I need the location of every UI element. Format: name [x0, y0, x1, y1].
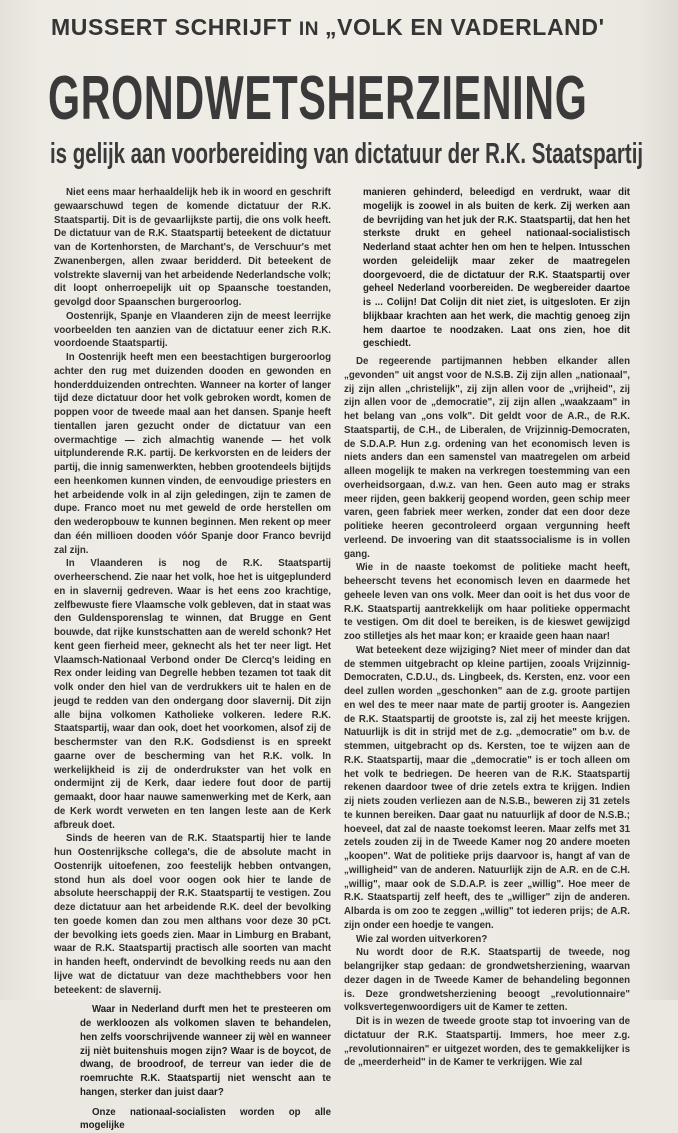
- right-column: [344, 186, 630, 1070]
- paragraph: Nu wordt door de R.K. Staatspartij de tweede, nog belangrijker stap gedaan: de grondwetsherziening, waarvan dezer dagen in de Tweede Kamer de behandeling begonnen is. Deze grondwetsherziening beoogt „revolutionnaire" volksvertegenwoordigers uit de Kamer te zetten.: [344, 946, 630, 1015]
- kicker-line: [51, 14, 631, 41]
- kicker-text: MUSSERT SCHRIJFT: [51, 14, 299, 40]
- inset-paragraph: Waar in Nederland durft men het te presteeren om de werkloozen als volkomen slaven te behandelen, hen zelfs voorschrijvende wanneer zij wèl en wanneer zij nièt buitenshuis mogen zijn? Waar is de boycot, de dwang, de broodroof, de terreur van ieder die de roemruchte R.K. Staatspartij niet wenscht aan te hangen, sterker dan juist daar?: [80, 1003, 331, 1099]
- paragraph: In Vlaanderen is nog de R.K. Staatspartij overheerschend. Zie naar het volk, hoe het is uitgeplunderd en in slavernij gedreven. Waar is het eens zoo krachtige, zelfbewuste fiere Vlaamsche volk gebleven, dat in staat was den Guldensporenslag te winnen, dat Brugge en Gent bouwde, dat rijke kunstschatten aan de wereld schonk? Het kent geen fierheid meer, geknecht als het ter neer ligt. Het Vlaamsch-Nationaal Verbond onder De Clercq's leiding en Rex onder leiding van Degrelle hebben tezamen tot taak dit volk onder den hiel van de verdrukkers uit te halen en de jeugd te redden van den ondergang door slavernij. Dit zijn alle bijna volkomen Katholieke volkeren. Iedere R.K. Staatspartij, waar dan ook, doet het voorkomen, alsof zij de beschermster van den R.K. Godsdienst is en spreekt gaarne over de bescherming van het R.K. volk. In werkelijkheid is zij de onderdrukster van het volk en ondermijnt zij de Kerk, daar iedere fout door de partij gemaakt, door haar nauwe samenwerking met de Kerk, aan de Kerk wordt verweten en ten langen leste aan de Kerk afbreuk doet.: [54, 557, 331, 832]
- paragraph: Wie zal worden uitverkoren?: [344, 933, 630, 947]
- paragraph: Wie in de naaste toekomst de politieke macht heeft, beheerscht tevens het economisch leven en daarmede het geheele leven van ons volk. Meer dan ooit is het dus voor de R.K. Staatspartij aantrekkelijk om haar politieke oppermacht te vestigen. Om dit doel te bereiken, is de kieswet gewijzigd zoo stilletjes als het maar kon; er kraaide geen haan naar!: [344, 561, 630, 644]
- subheadline: is gelijk aan voorbereiding van dictatuur der R.K. Staatspartij: [50, 138, 643, 170]
- headline: GRONDWETSHERZIENING: [48, 68, 587, 130]
- kicker-publication: „VOLK EN VADERLAND': [325, 14, 605, 40]
- paragraph: In Oostenrijk heeft men een beestachtigen burgeroorlog achter den rug met duizenden dooden en gewonden en honderdduizenden ontrechten. Wanneer na korter of langer tijd deze dictatuur door het volk gebroken wordt, komen de poppen voor de tweede maal aan het dansen. Spanje heeft tientallen jaren gezucht onder de dictatuur van een overmachtige — zich almachtig wanende — het volk uitplunderende R.K. partij. De kerkvorsten en de leiders der partij, die innig samenwerkten, hebben grootendeels bijtijds een heenkomen kunnen vinden, de eenvoudige priesters en het arbeidende volk in al zijn geledingen, zijn te zamen de dupe. Franco moet nu met geweld de orde herstellen om den wederopbouw te kunnen beginnen. Men rekent op meer dan één millioen dooden vóór Spanje door Franco bevrijd zal zijn.: [54, 351, 331, 557]
- paragraph: Niet eens maar herhaaldelijk heb ik in woord en geschrift gewaarschuwd tegen de komende dictatuur der R.K. Staatspartij. Dit is de gevaarlijkste partij, die ons volk heeft. De dictatuur van de R.K. Staatspartij beteekent de dictatuur van de Kortenhorsten, de Marchant's, de Verschuur's met Zwanenbergen, allen zwaar beridderd. Dit beteekent de volstrekte slavernij van het arbeidende Nederlandsche volk; dit loopt onherroepelijk uit op Spaansche toestanden, gevolgd door Spaanschen burgeroorlog.: [54, 186, 331, 310]
- paragraph: Dit is in wezen de tweede groote stap tot invoering van de dictatuur der R.K. Staatspartij. Immers, hoe meer z.g. „revolutionnairen" er uitgezet worden, des te gemakkelijker is de „meerderheid" in de Kamer te verkrijgen. Wie zal: [344, 1015, 630, 1070]
- inset-paragraph-continued: manieren gehinderd, beleedigd en verdrukt, waar dit mogelijk is zoowel in als buiten de kerk. Zij werken aan de bevrijding van het juk der R.K. Staatspartij, dat hen het sterkste drukt en geheel nationaal-socialistisch Nederland staat achter hen om hen te helpen. Intusschen worden geleidelijk maar zeker de maatregelen doorgevoerd, die de dictatuur der R.K. Staatspartij over geheel Nederland voorbereiden. De wegbereider daartoe is ... Colijn! Dat Colijn dit niet ziet, is uitgesloten. Er zijn blijkbaar krachten aan het werk, die machtig genoeg zijn hem daartoe te noodzaken. Laat ons zien, hoe dit geschiedt.: [363, 186, 630, 351]
- paragraph: De regeerende partijmannen hebben elkander allen „gevonden" uit angst voor de N.S.B. Zij zijn allen „nationaal", zij zijn allen „christelijk", zij zijn allen voor de „vrijheid", zij zijn allen voor de „democratie", zij zijn allen „waakzaam" in het belang van „ons volk". Dit geldt voor de A.R., de R.K. Staatspartij, de C.H., de Liberalen, de Vrijzinnig-Democraten, de S.D.A.P. Hun z.g. ordening van het economisch leven is niets anders dan een samenstel van maatregelen om arbeid alleen mogelijk te maken na verkregen toestemming van een overheidsorgaan, d.w.z. van hen. Geen auto mag er straks meer rijden, geen bakkerij geopend worden, geen schip meer varen, geen fabriek meer werken, zonder dat een door deze politieke heeren gecontroleerd orgaan vergunning heeft verleend. De invoering van dit staatssocialisme is in vollen gang.: [344, 355, 630, 561]
- paragraph: Sinds de heeren van de R.K. Staatspartij hier te lande hun Oostenrijksche collega's, die de absolute macht in Oostenrijk uitoefenen, zoo feestelijk hebben ontvangen, stond hun als doel voor oogen ook hier te lande de absolute heerschappij der R.K. Staatspartij te vestigen. Zou deze dictatuur aan het arbeidende R.K. deel der bevolking ten goede komen dan zou men althans voor deze 30 pCt. der bevolking iets goeds zien. Maar in Limburg en Brabant, waar de R.K. Staatspartij practisch alle soorten van macht in handen heeft, ondervindt de bevolking reeds nu aan den lijve wat de dictatuur van deze machthebbers voor hen beteekent: de slavernij.: [54, 832, 331, 997]
- inset-paragraph: Onze nationaal-socialisten worden op alle mogelijke: [80, 1106, 331, 1133]
- left-column: [54, 186, 331, 1133]
- kicker-text-small: IN: [299, 19, 325, 40]
- paragraph: Oostenrijk, Spanje en Vlaanderen zijn de meest leerrijke voorbeelden ten aanzien van de dictatuur eener zich R.K. voordoende Staatspartij.: [54, 310, 331, 351]
- paragraph: Wat beteekent deze wijziging? Niet meer of minder dan dat de stemmen uitgebracht op kleine partijen, zooals Vrijzinnig-Democraten, C.D.U., ds. Lingbeek, ds. Kersten, enz. voor een deel zullen worden „geschonken" aan de z.g. groote partijen en wel des te meer naar mate de partij grooter is. Aangezien de R.K. Staatspartij de grootste is, zal zij het meeste krijgen. Natuurlijk is dit in strijd met de z.g. „democratie" om b.v. de stemmen, uitgebracht op ds. Kersten, toe te wijzen aan de R.K. Staatspartij, maar die „democratie" is er toch alleen om het volk te bedriegen. De heeren van de R.K. Staatspartij rekenen daardoor twee of drie zetels extra te krijgen. Indien zij niets zouden verliezen aan de N.S.B., beweren zij 31 zetels te kunnen bereiken. Daar gaat nu natuurlijk af door de N.S.B.; hoeveel, dat zal de naaste toekomst leeren. Maar zelfs met 31 zetels zouden zij in de Tweede Kamer nog 20 andere moeten „koopen". Wat de politieke prijs daarvoor is, hangt af van de „willigheid" van de anderen. Natuurlijk zijn de A.R. en de C.H. „willig", maar ook de S.D.A.P. is zeer „willig". Hoe meer de R.K. Staatspartij zelf heeft, des te „williger" zijn de anderen. Albarda is om zoo te zeggen „willig" tot iederen prijs; de A.R. zijn onder een hoedje te vangen.: [344, 644, 630, 933]
